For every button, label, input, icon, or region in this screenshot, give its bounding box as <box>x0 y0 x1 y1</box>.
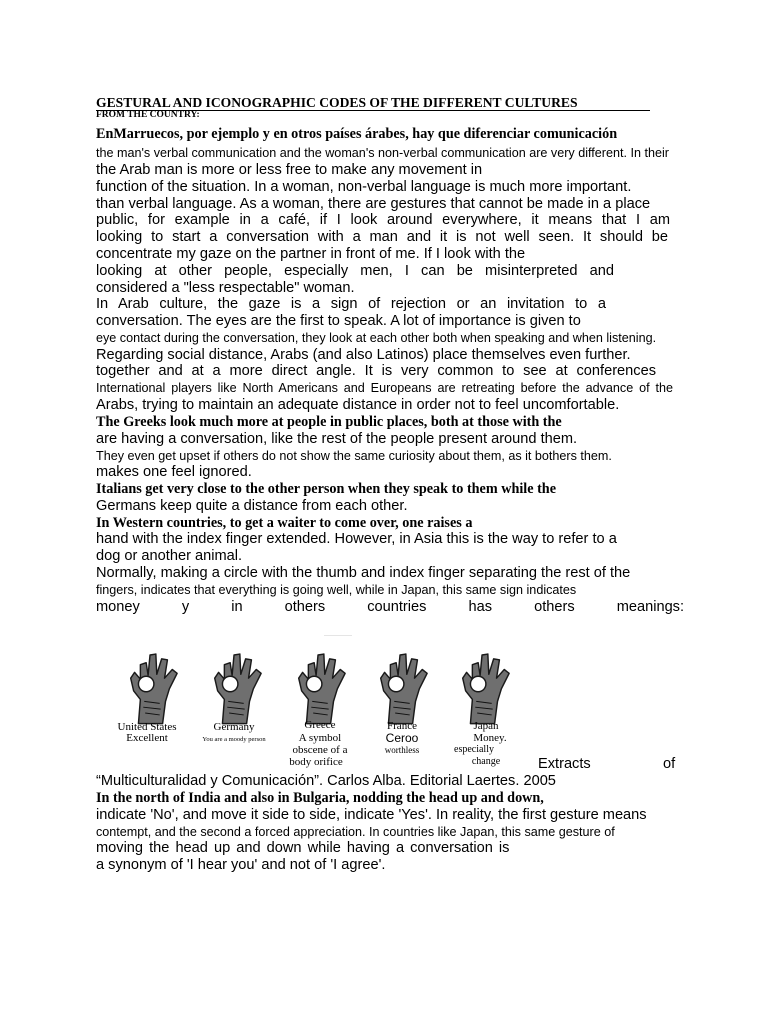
paragraph-line: are having a conversation, like the rest of the people present around them. <box>96 431 578 447</box>
paragraph-line: International players like North Americans and Europeans are retreating before the advance of the <box>96 381 673 395</box>
ok-hand-icon <box>122 643 180 725</box>
paragraph-line: eye contact during the conversation, they look at each other both when speaking and when listening. <box>96 331 657 345</box>
paragraph-line: They even get upset if others do not show the same curiosity about them, as it bothers them. <box>96 449 612 463</box>
caption-meaning-japan-line: change <box>471 756 501 767</box>
caption-meaning-greece-line: body orifice <box>289 756 343 768</box>
extracts-word: Extracts <box>538 756 591 772</box>
paragraph-line: Arabs, trying to maintain an adequate distance in order not to feel uncomfortable. <box>96 397 620 413</box>
caption-meaning-japan-line: Money. <box>473 732 507 744</box>
paragraph-line: moving the head up and down while having a conversation is <box>96 840 510 856</box>
paragraph-line: looking at other people, especially men, I can be misinterpreted and <box>96 263 614 279</box>
paragraph-line: Normally, making a circle with the thumb and index finger separating the rest of the <box>96 565 631 581</box>
gesture-figure <box>96 615 536 775</box>
document-subtitle: FROM THE COUNTRY: <box>96 110 200 120</box>
extracts-of-word: of <box>663 756 676 772</box>
ok-hand-icon <box>372 643 430 725</box>
paragraph-line: than verbal language. As a woman, there are gestures that cannot be made in a place <box>96 196 651 212</box>
caption-country-greece: Greece <box>304 719 336 731</box>
figure-rule <box>324 635 352 636</box>
paragraph-line: The Greeks look much more at people in public places, both at those with the <box>96 414 562 430</box>
caption-meaning-greece-line: obscene of a <box>292 744 348 756</box>
caption-meaning-japan-line: especially <box>454 744 494 755</box>
paragraph-line: the man's verbal communication and the woman's non-verbal communication are very different. In their <box>96 146 669 160</box>
paragraph-line: money y in others countries has others meanings: <box>96 599 685 615</box>
ok-hand-icon <box>206 643 264 725</box>
paragraph-line: EnMarruecos, por ejemplo y en otros países árabes, hay que diferenciar comunicación <box>96 126 618 142</box>
caption-meaning-france-line: Ceroo <box>385 731 419 745</box>
paragraph-line: indicate 'No', and move it side to side, indicate 'Yes'. In reality, the first gesture means <box>96 807 647 823</box>
paragraph-line: In the north of India and also in Bulgaria, nodding the head up and down, <box>96 790 544 806</box>
caption-meaning-germany: You are a moody person <box>202 736 266 743</box>
paragraph-line: In Arab culture, the gaze is a sign of rejection or an invitation to a <box>96 296 606 312</box>
paragraph-line: conversation. The eyes are the first to speak. A lot of importance is given to <box>96 313 581 329</box>
paragraph-line: function of the situation. In a woman, non-verbal language is much more important. <box>96 179 632 195</box>
caption-country-united-states: United States <box>117 721 177 733</box>
paragraph-line: looking to start a conversation with a man and it is not well seen. It should be <box>96 229 668 245</box>
paragraph-line: Germans keep quite a distance from each other. <box>96 498 408 514</box>
caption-meaning-united-states: Excellent <box>126 732 168 744</box>
ok-hand-icon <box>454 643 512 725</box>
ok-hand-icon <box>290 643 348 725</box>
paragraph-line: public, for example in a café, if I look around everywhere, it means that I am <box>96 212 670 228</box>
paragraph-line: dog or another animal. <box>96 548 243 564</box>
caption-country-japan: Japan <box>473 720 499 732</box>
paragraph-line: makes one feel ignored. <box>96 464 252 480</box>
paragraph-line: the Arab man is more or less free to make any movement in <box>96 162 483 178</box>
paragraph-line: Regarding social distance, Arabs (and also Latinos) place themselves even further. <box>96 347 631 363</box>
paragraph-line: a synonym of 'I hear you' and not of 'I agree'. <box>96 857 386 873</box>
paragraph-line: In Western countries, to get a waiter to come over, one raises a <box>96 515 473 531</box>
caption-meaning-france-line: worthless <box>384 745 420 755</box>
paragraph-line: concentrate my gaze on the partner in front of me. If I look with the <box>96 246 526 262</box>
caption-meaning-greece-line: A symbol <box>298 732 342 744</box>
paragraph-line: considered a "less respectable" woman. <box>96 280 355 296</box>
document-title: GESTURAL AND ICONOGRAPHIC CODES OF THE DIFFERENT CULTURES <box>96 95 578 110</box>
citation-line: “Multiculturalidad y Comunicación”. Carlos Alba. Editorial Laertes. 2005 <box>96 773 556 789</box>
caption-country-france: France <box>387 720 417 732</box>
caption-country-germany: Germany <box>213 721 255 733</box>
paragraph-line: contempt, and the second a forced appreciation. In countries like Japan, this same gesture of <box>96 825 615 839</box>
paragraph-line: together and at a more direct angle. It is very common to see at conferences <box>96 363 656 379</box>
paragraph-line: hand with the index finger extended. However, in Asia this is the way to refer to a <box>96 531 617 547</box>
paragraph-line: Italians get very close to the other person when they speak to them while the <box>96 481 556 497</box>
paragraph-line: fingers, indicates that everything is going well, while in Japan, this same sign indicates <box>96 583 577 597</box>
